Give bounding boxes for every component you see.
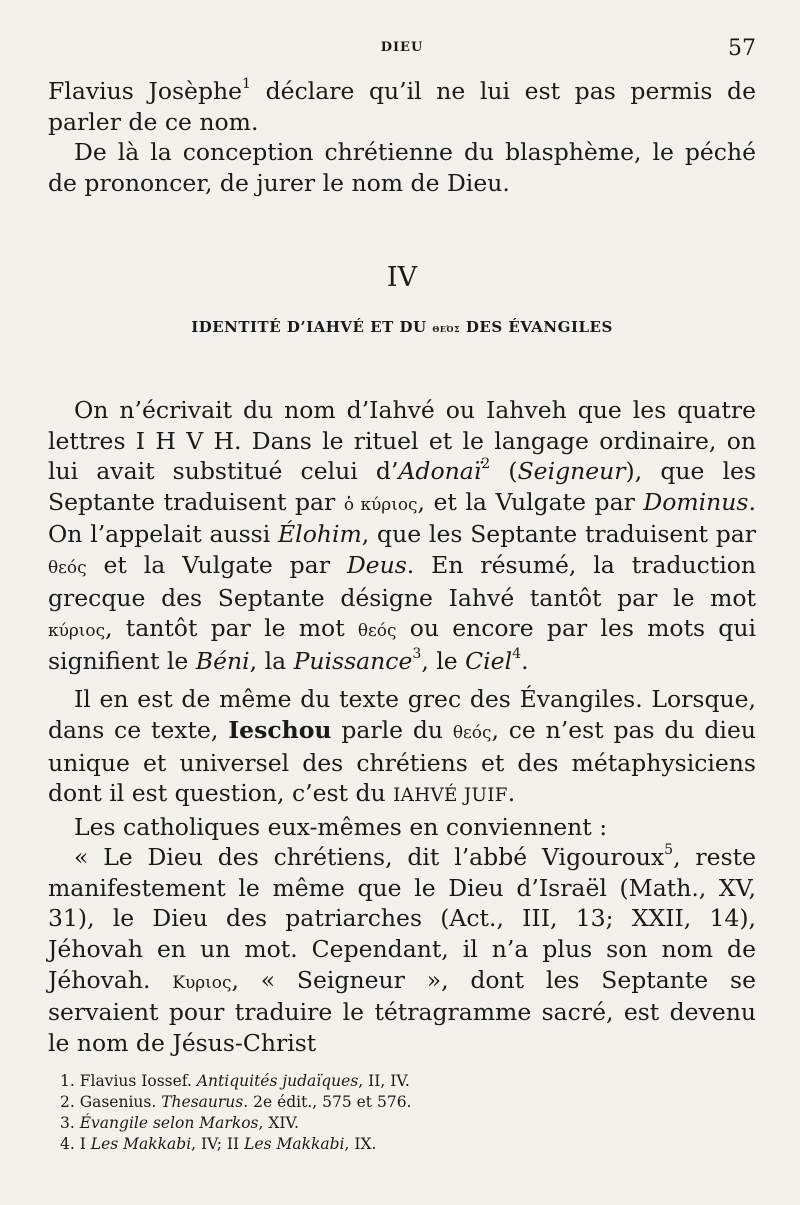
- italic-term: Évangile selon Markos: [79, 1114, 259, 1132]
- text-run: .: [507, 779, 516, 808]
- text-run: DES ÉVANGILES: [460, 318, 613, 337]
- greek-word: κύριος: [48, 620, 106, 641]
- footnote-ref: 2: [481, 456, 491, 473]
- footnote-2: [60, 1092, 760, 1113]
- text-run: , « Seigneur », dont les Septante se servaient pour traduire le tétragramme sacré, est devenu le nom de Jésus-Christ: [48, 965, 756, 1057]
- text-run: , reste manifestement le même que le Dieu d’Israël (Math., XV, 31), le Dieu des patriarches (Act., III, 13; XXII, 14), Jéhovah en un mot. Cependant, il n’a plus son nom de Jéhovah.: [48, 843, 756, 994]
- text-run: On n’écrivait du nom d’Iahvé ou Iahveh que les quatre lettres I H V H. Dans le rituel et le langage ordinaire, on lui avait substitué celui d’: [48, 395, 756, 486]
- text-run: , et la Vulgate par: [417, 487, 644, 516]
- greek-word: θεός: [452, 721, 492, 742]
- footnote-number: 2.: [60, 1093, 75, 1111]
- text-run: , IV; II: [191, 1135, 245, 1153]
- text-run: . En résumé, la traduction grecque des Septante désigne Iahvé tantôt par le mot: [48, 550, 756, 612]
- italic-term: Antiquités judaïques: [196, 1072, 359, 1090]
- paragraph-catholiques: Les catholiques eux-mêmes en conviennent :: [74, 812, 608, 841]
- italic-term: Ciel: [465, 646, 513, 675]
- paragraph-blasphemy: De là la conception chrétienne du blasphème, le péché de prononcer, de jurer le nom de Dieu.: [48, 138, 756, 197]
- body-text: [48, 76, 756, 1058]
- text-run: , IX.: [344, 1135, 377, 1153]
- small-caps-term: IAHVÉ JUIF: [393, 785, 508, 807]
- page-number: 57: [728, 36, 756, 61]
- text-run: ou encore par les mots qui signifient le: [48, 614, 756, 675]
- text-run: I: [79, 1135, 91, 1153]
- text-run: .: [521, 646, 529, 675]
- italic-term: Thesaurus: [161, 1093, 244, 1111]
- text-run: , ce n’est pas du dieu unique et universel des chrétiens et des métaphysiciens dont il est question, c’est du: [48, 715, 756, 808]
- running-title: DIEU: [380, 40, 424, 55]
- italic-term: Puissance: [293, 646, 413, 675]
- section-number: IV: [386, 262, 418, 294]
- paragraph-evangiles: [48, 684, 756, 811]
- text-run: « Le Dieu des chrétiens, dit l’abbé Vigouroux: [74, 843, 665, 872]
- greek-word: θεός: [48, 556, 87, 577]
- footnote-3: [60, 1113, 760, 1134]
- text-run: (: [490, 457, 518, 486]
- italic-term: Élohim: [278, 520, 362, 549]
- footnote-number: 3.: [60, 1114, 75, 1132]
- text-run: Flavius Iossef.: [79, 1072, 197, 1090]
- italic-term: Dominus: [643, 487, 749, 516]
- italic-term: Les Makkabi: [90, 1135, 192, 1153]
- text-run: , la: [249, 646, 294, 675]
- text-run: déclare qu’il ne lui est pas permis de parler de ce nom.: [48, 77, 756, 136]
- text-run: . On l’appelait aussi: [48, 487, 756, 549]
- running-head: [48, 36, 756, 66]
- section-title: [48, 312, 756, 345]
- italic-term: Deus: [346, 550, 407, 579]
- footnote-ref: 4: [512, 645, 522, 662]
- text-run: et la Vulgate par: [86, 550, 347, 579]
- text-run: parle du: [331, 715, 453, 744]
- greek-word: ὁ κύριος: [343, 493, 418, 514]
- greek-word: Κυριος: [172, 971, 232, 992]
- footnote-4: [60, 1134, 760, 1155]
- footnote-ref: 5: [664, 842, 674, 859]
- text-run: , que les Septante traduisent par: [361, 520, 756, 549]
- text-run: IDENTITÉ D’IAHVÉ ET DU: [191, 318, 433, 337]
- italic-term: Seigneur: [517, 457, 626, 486]
- footnotes: [60, 1071, 760, 1155]
- text-run: Flavius Josèphe: [48, 77, 243, 105]
- text-run: Gasenius.: [79, 1093, 162, 1111]
- italic-term: Béni: [195, 646, 250, 675]
- italic-term: Adonaï: [398, 457, 482, 486]
- footnote-ref: 1: [242, 76, 252, 93]
- text-run: , XIV.: [258, 1114, 299, 1132]
- italic-term: Les Makkabi: [244, 1135, 345, 1153]
- text-run: . 2e édit., 575 et 576.: [243, 1093, 412, 1111]
- paragraph-josephus: [48, 76, 756, 137]
- greek-word: θεός: [357, 620, 397, 641]
- text-run: ), que les Septante traduisent par: [48, 457, 757, 516]
- footnote-number: 1.: [60, 1072, 75, 1090]
- text-run: , le: [421, 646, 466, 675]
- text-run: Il en est de même du texte grec des Évangiles. Lorsque, dans ce texte,: [48, 685, 756, 744]
- greek-word: θεός: [432, 322, 461, 336]
- text-run: , II, IV.: [358, 1072, 410, 1090]
- footnote-number: 4.: [60, 1135, 75, 1153]
- paragraph-vigouroux-quote: [48, 842, 756, 1058]
- paragraph-iahve: [48, 395, 756, 676]
- text-run: , tantôt par le mot: [105, 614, 358, 643]
- footnote-1: [60, 1071, 760, 1092]
- bold-term: Ieschou: [228, 715, 332, 744]
- footnote-ref: 3: [412, 645, 422, 662]
